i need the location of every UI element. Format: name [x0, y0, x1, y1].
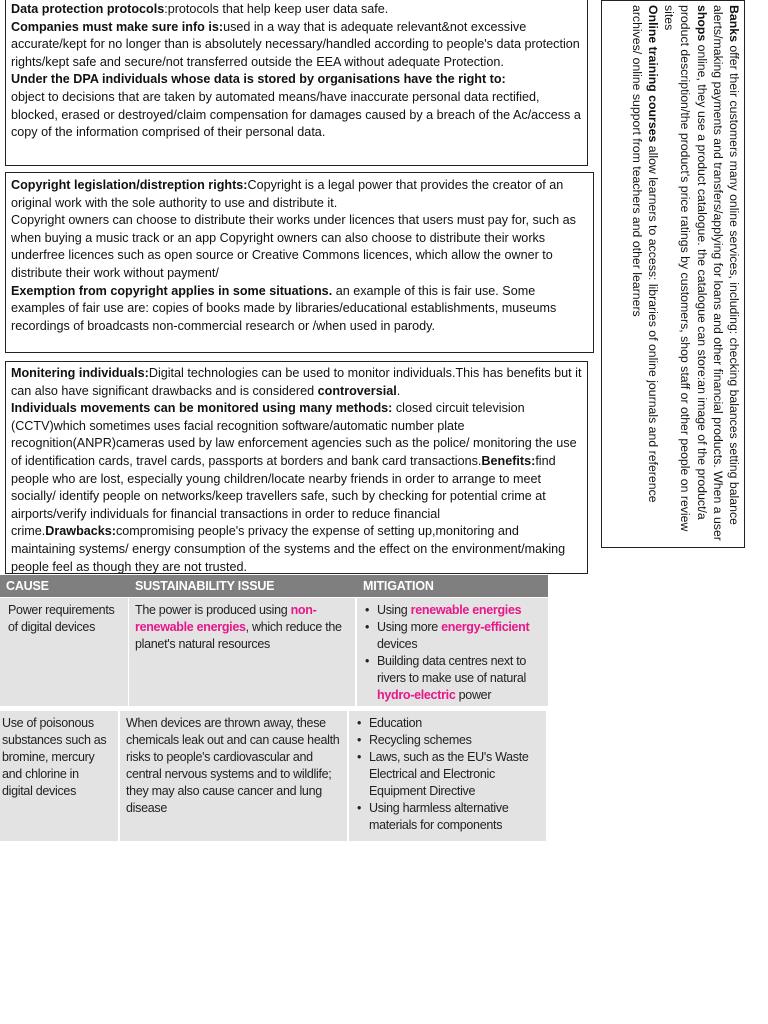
controversial-word: controversial — [317, 383, 397, 398]
data-protection-box — [5, 0, 588, 166]
copyright-text-2: Copyright owners can choose to distribute their works under licences that users must pay for, such as when buying a music track or an app Copyright owners can also choose to distribute their works underfree licences such as open source or Creative Commons licences, which allow the owner to distribute their work without payment/ — [11, 213, 576, 280]
benefits-label: Benefits: — [481, 453, 536, 468]
table-header-row — [0, 575, 548, 597]
row2-cause: Use of poisonous substances such as bromine, mercury and chlorine in digital devices — [0, 711, 118, 841]
banks-text: offer their customers many online services, including: checking balances setting balance alerts/making payments and transfers/applying for loans and other financial products. When a user — [710, 5, 741, 541]
online-services-text — [627, 1, 744, 545]
companies-text: used in a way that is adequate relevant&not excessive accurate/kept for no longer than is absolutely necessary/handled according to people's data protection rights/kept safe and secure/not transferred outside the EEA without adequate Protection. — [11, 19, 580, 69]
row2-mitigation-item: • Recycling schemes — [369, 732, 540, 749]
row1-mitigation-item — [377, 619, 542, 653]
row2-mitigation-item: • Using harmless alternative materials for components — [369, 800, 540, 834]
copyright-label: Copyright legislation/distreption rights: — [11, 178, 248, 192]
shops-text: online, they use a product catalogue. the catalogue can store:an image of the product/a product description/the product's price ratings by customers, shop staff or other people on review sites — [662, 5, 709, 532]
mit1-highlight: renewable energies — [410, 603, 522, 617]
online-services-box — [601, 0, 745, 548]
training-label: Online training courses — [645, 5, 660, 143]
mit3-post: power — [455, 688, 492, 702]
exemption-label: Exemption from copyright applies in some situations. — [11, 283, 333, 298]
row1-issue-post: , which reduce the planet's natural resources — [135, 620, 342, 651]
benefits-text: find people who are lost, especially young children/locate nearby friends in order to arrange to meet socially/ identify people on networks/keep travellers safe, such by checking for potential crime at airports/verify individuals for financial transactions in order to reduce financial crime. — [11, 453, 556, 539]
header-mitigation: MITIGATION — [363, 579, 434, 593]
dpa-text: object to decisions that are taken by automated means/have inaccurate personal data rectified, blocked, erased or destroyed/claim compensation for damages caused by a breach of the Ac/access a copy of the information comprised of their personal data. — [11, 89, 581, 140]
protocols-text: :protocols that help keep user data safe. — [164, 2, 389, 16]
banks-label: Banks — [727, 5, 741, 42]
mit3-highlight: hydro-electric — [377, 688, 456, 702]
exemption-text: an example of this is fair use. Some examples of fair use are: copies of books made by libraries/educational establishments, museums recordings of broadcasts non-commercial research or /when used in parody. — [11, 283, 557, 333]
mit2-pre: Using more — [377, 620, 442, 634]
mit3-pre: Building data centres next to rivers to make use of natural — [377, 654, 527, 685]
dpa-label: Under the DPA individuals whose data is stored by organisations have the right to: — [11, 72, 506, 87]
mit1-pre: Using — [377, 603, 411, 617]
row1-cause: Power requirements of digital devices — [0, 598, 128, 706]
row2-mitigation-item: • Education — [369, 715, 540, 732]
drawbacks-label: Drawbacks: — [45, 524, 116, 539]
mit2-highlight: energy-efficient — [441, 620, 530, 634]
monitoring-box — [5, 361, 588, 574]
methods-text: closed circuit television (CCTV)which sometimes uses facial recognition software/automatic number plate recognition(ANPR)cameras used by law enforcement agencies such as the police/ monitoring the use of identification cards, travel cards, passports at borders and bank card transactions. — [11, 401, 577, 468]
drawbacks-text: compromising people's privacy the expense of setting up,monitoring and maintaining systems/ energy consumption of the systems and the effect on the environment/making people feel as though they are not trusted. — [11, 524, 566, 574]
protocols-label: Data protection protocols — [11, 2, 165, 16]
row1-issue-highlight: non-renewable energies — [135, 603, 317, 634]
header-cause: CAUSE — [6, 579, 49, 593]
row2-issue: When devices are thrown away, these chemicals leak out and can cause health risks to people's cardiovascular and central nervous systems and to wildlife; they may also cause cancer and lung disease — [120, 711, 347, 841]
monitoring-text-1-end: . — [396, 383, 401, 398]
copyright-text-1: Copyright is a legal power that provides the creator of an original work with the sole authority to use and distribute it. — [11, 178, 564, 210]
methods-label: Individuals movements can be monitored using many methods: — [11, 401, 393, 416]
row2-mitigation-item: • Laws, such as the EU's Waste Electrical and Electronic Equipment Directive — [369, 749, 540, 800]
header-sustainability-issue: SUSTAINABILITY ISSUE — [135, 579, 275, 593]
row1-issue-pre: The power is produced using — [135, 603, 291, 617]
monitoring-label: Monitering individuals: — [11, 366, 149, 380]
row1-mitigation — [357, 598, 548, 706]
row2-mitigation — [349, 711, 546, 841]
companies-label: Companies must make sure info is: — [11, 19, 224, 34]
row1-mitigation-item — [377, 653, 542, 704]
copyright-box — [5, 172, 594, 353]
row1-issue — [129, 598, 355, 706]
shops-label: shops — [694, 5, 709, 42]
mit2-post: devices — [377, 637, 418, 651]
monitoring-text-1: Digital technologies can be used to monitor individuals.This has benefits but it can also have significant drawbacks and is considered — [11, 366, 582, 398]
row1-mitigation-item — [377, 602, 542, 619]
training-text: allow learners to access: libraries of online journals and reference archives/ online support from teachers and other learners — [629, 5, 660, 503]
